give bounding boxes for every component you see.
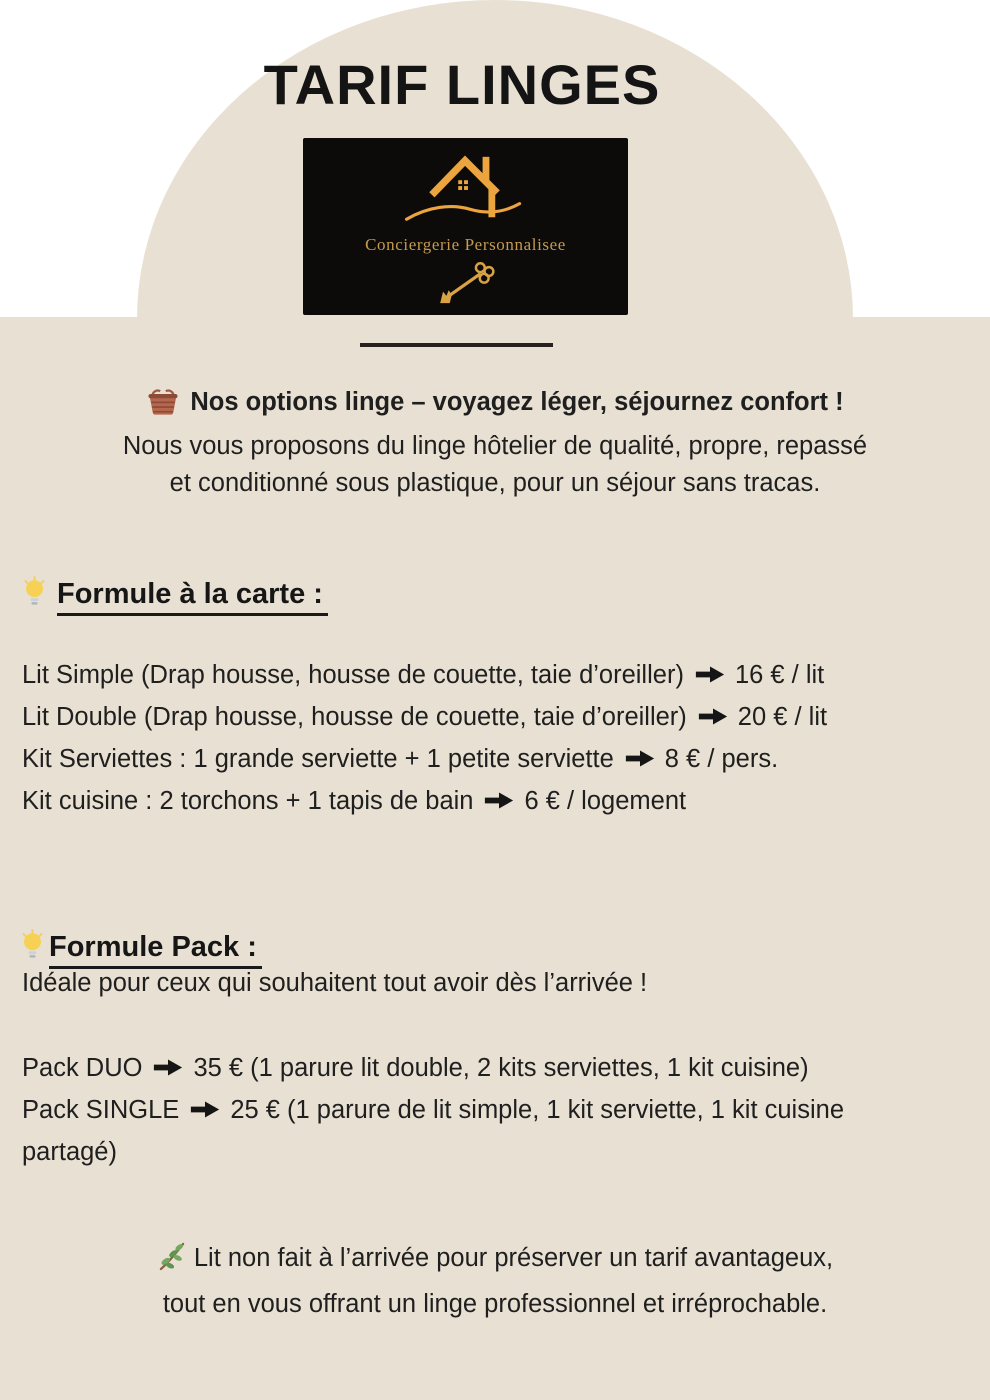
- divider-line: [360, 343, 553, 347]
- intro-headline-text: Nos options linge – voyagez léger, séjournez confort !: [190, 388, 844, 416]
- item-label: Lit Double (Drap housse, housse de couette, taie d’oreiller): [22, 703, 687, 731]
- price-row: [22, 697, 827, 739]
- basket-icon: [146, 387, 180, 428]
- item-label: Pack SINGLE: [22, 1096, 180, 1124]
- price-row: [22, 781, 827, 823]
- item-price: 20 € / lit: [737, 703, 828, 731]
- item-price: 25 € (1 parure de lit simple, 1 kit serviette, 1 kit cuisine partagé): [22, 1096, 845, 1166]
- pack-heading: [20, 929, 262, 970]
- price-row: [22, 655, 827, 697]
- item-label: Kit Serviettes : 1 grande serviette + 1 petite serviette: [22, 745, 614, 773]
- key-icon: [435, 261, 497, 310]
- note-line-text: Lit non fait à l’arrivée pour préserver un tarif avantageux,: [193, 1244, 834, 1272]
- pack-heading-text: Formule Pack :: [49, 931, 262, 969]
- arrow-right-icon: [697, 699, 729, 739]
- carte-heading-text: Formule à la carte :: [57, 578, 328, 616]
- item-label: Pack DUO: [22, 1054, 143, 1082]
- logo-text: Conciergerie Personnalisee: [365, 235, 566, 254]
- page-title: TARIF LINGES: [263, 53, 661, 116]
- item-price: 16 € / lit: [734, 661, 825, 689]
- intro-line: et conditionné sous plastique, pour un séjour sans tracas.: [169, 469, 821, 497]
- item-price: 35 € (1 parure lit double, 2 kits serviettes, 1 kit cuisine): [193, 1054, 809, 1082]
- price-row: [22, 739, 827, 781]
- item-price: 6 € / logement: [524, 787, 687, 815]
- pack-subtitle: Idéale pour ceux qui souhaitent tout avoir dès l’arrivée !: [22, 969, 648, 997]
- item-price: 8 € / pers.: [664, 745, 779, 773]
- arrow-right-icon: [624, 741, 656, 781]
- carte-heading: [22, 576, 328, 617]
- intro-line: Nous vous proposons du linge hôtelier de qualité, propre, repassé: [122, 432, 868, 460]
- lightbulb-icon: [20, 929, 45, 970]
- footer-note: [0, 1238, 990, 1324]
- house-icon: [401, 150, 531, 233]
- arrow-right-icon: [483, 783, 515, 823]
- price-row: [22, 1048, 912, 1090]
- intro-headline: [0, 384, 990, 428]
- item-label: Lit Simple (Drap housse, housse de couette, taie d’oreiller): [22, 661, 684, 689]
- herb-icon: [157, 1241, 186, 1284]
- pack-price-list: [22, 1048, 912, 1172]
- note-line: tout en vous offrant un linge professionnel et irréprochable.: [162, 1290, 828, 1318]
- arrow-right-icon: [694, 657, 726, 697]
- intro-block: [0, 384, 990, 502]
- arrow-right-icon: [152, 1050, 184, 1090]
- logo-card: [303, 138, 628, 315]
- carte-price-list: [22, 655, 827, 823]
- price-row: [22, 1090, 912, 1172]
- item-label: Kit cuisine : 2 torchons + 1 tapis de bain: [22, 787, 474, 815]
- arrow-right-icon: [189, 1092, 221, 1132]
- lightbulb-icon: [22, 576, 47, 617]
- note-line: [0, 1238, 990, 1284]
